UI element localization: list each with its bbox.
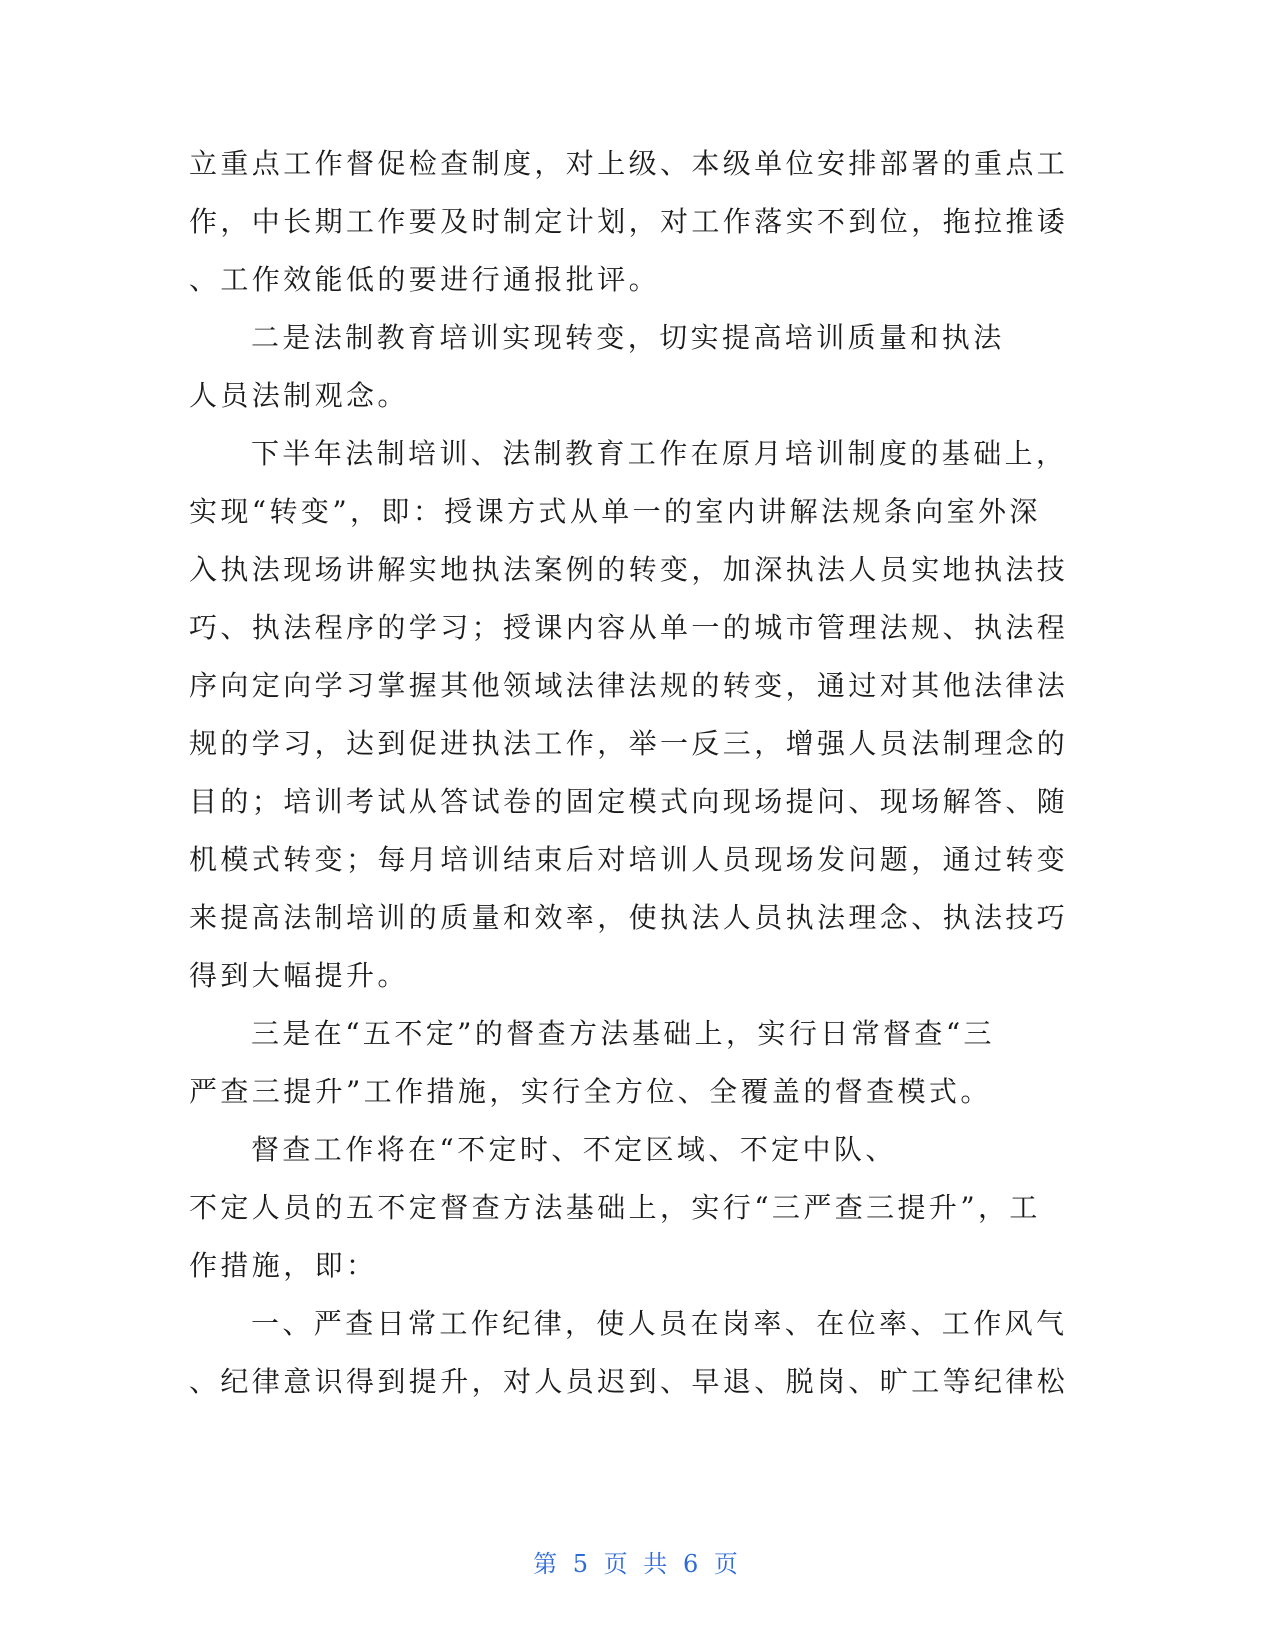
- text-line: 三是在“五不定”的督查方法基础上，实行日常督查“三: [251, 1017, 995, 1050]
- text-line: 、工作效能低的要进行通报批评。: [189, 263, 661, 296]
- text-line: 严查三提升”工作措施，实行全方位、全覆盖的督查模式。: [189, 1075, 992, 1108]
- text-line: 机模式转变；每月培训结束后对培训人员现场发问题，通过转变: [189, 843, 1069, 876]
- text-line: 序向定向学习掌握其他领域法律法规的转变，通过对其他法律法: [189, 669, 1069, 702]
- text-line: 人员法制观念。: [189, 379, 409, 412]
- text-line: 得到大幅提升。: [189, 959, 409, 992]
- text-line: 下半年法制培训、法制教育工作在原月培训制度的基础上，: [251, 437, 1068, 470]
- text-line: 作措施，即：: [189, 1249, 378, 1282]
- text-line: 规的学习，达到促进执法工作，举一反三，增强人员法制理念的: [189, 727, 1069, 760]
- page-indicator: 第 5 页 共 6 页: [533, 1550, 742, 1578]
- text-line: 不定人员的五不定督查方法基础上，实行“三严查三提升”，工: [189, 1191, 1041, 1224]
- text-line: 、纪律意识得到提升，对人员迟到、早退、脱岗、旷工等纪律松: [189, 1365, 1069, 1398]
- text-line: 目的；培训考试从答试卷的固定模式向现场提问、现场解答、随: [189, 785, 1069, 818]
- text-line: 一、严查日常工作纪律，使人员在岗率、在位率、工作风气: [251, 1307, 1068, 1340]
- text-line: 作，中长期工作要及时制定计划，对工作落实不到位，拖拉推诿: [189, 205, 1069, 238]
- text-line: 来提高法制培训的质量和效率，使执法人员执法理念、执法技巧: [189, 901, 1069, 934]
- document-body: [189, 135, 1079, 1411]
- text-line: 二是法制教育培训实现转变，切实提高培训质量和执法: [251, 321, 1005, 354]
- text-line: 督查工作将在“不定时、不定区域、不定中队、: [251, 1133, 897, 1166]
- text-line: 巧、执法程序的学习；授课内容从单一的城市管理法规、执法程: [189, 611, 1069, 644]
- text-line: 入执法现场讲解实地执法案例的转变，加深执法人员实地执法技: [189, 553, 1069, 586]
- text-line: 立重点工作督促检查制度，对上级、本级单位安排部署的重点工: [189, 147, 1069, 180]
- text-line: 实现“转变”，即：授课方式从单一的室内讲解法规条向室外深: [189, 495, 1041, 528]
